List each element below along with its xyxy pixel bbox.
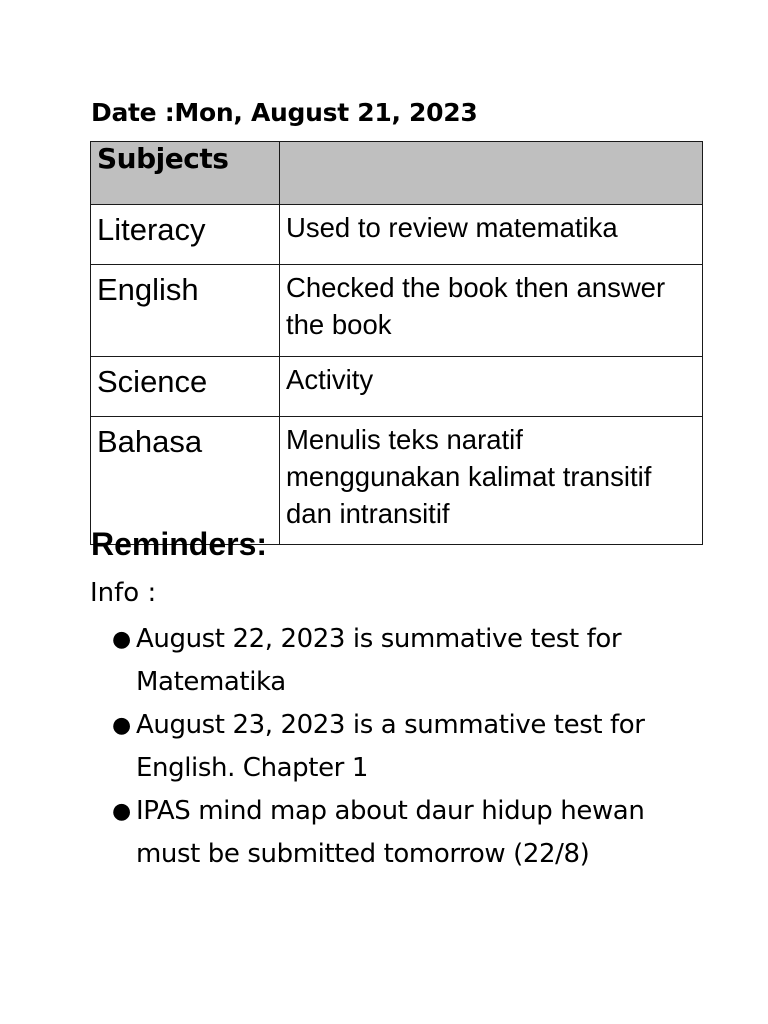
subjects-table <box>90 141 703 545</box>
reminder-text: IPAS mind map about daur hidup hewan must be submitted tomorrow (22/8) <box>136 796 645 869</box>
bullet-icon: ● <box>112 627 132 652</box>
subject-cell: Science <box>91 357 280 417</box>
list-item <box>112 704 712 790</box>
info-label: Info : <box>90 578 157 608</box>
description-cell: Activity <box>280 357 703 417</box>
subject-cell: Literacy <box>91 205 280 265</box>
table-row <box>91 357 703 417</box>
reminder-text: August 23, 2023 is a summative test for English. Chapter 1 <box>136 710 645 783</box>
table-row <box>91 265 703 357</box>
description-cell: Used to review matematika <box>280 205 703 265</box>
reminders-list <box>112 618 712 876</box>
subject-cell: Bahasa <box>91 417 280 545</box>
list-item <box>112 618 712 704</box>
description-cell: Checked the book then answer the book <box>280 265 703 357</box>
header-cell-subjects: Subjects <box>91 142 280 205</box>
header-cell-empty <box>280 142 703 205</box>
table-header-row <box>91 142 703 205</box>
date-heading: Date :Mon, August 21, 2023 <box>91 98 478 127</box>
subject-cell: English <box>91 265 280 357</box>
bullet-icon: ● <box>112 799 132 824</box>
bullet-icon: ● <box>112 713 132 738</box>
reminder-text: August 22, 2023 is summative test for Matematika <box>136 624 622 697</box>
description-cell: Menulis teks naratif menggunakan kalimat transitif dan intransitif <box>280 417 703 545</box>
table-row <box>91 205 703 265</box>
reminders-heading: Reminders: <box>91 526 268 562</box>
list-item <box>112 790 712 876</box>
